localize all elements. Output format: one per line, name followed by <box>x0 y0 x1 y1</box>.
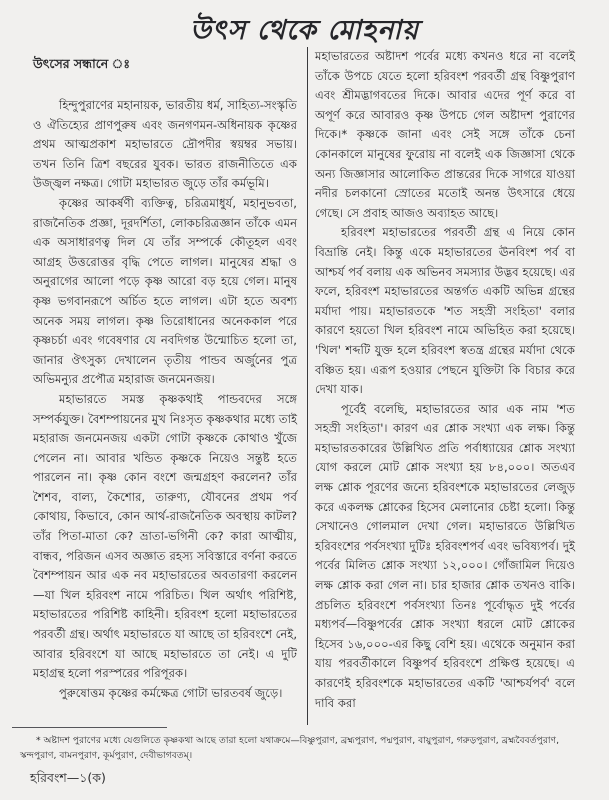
paragraph: কৃষ্ণের আকর্ষণী ব্যক্তিত্ব, চরিত্রমাধুর্য, মহানুভবতা, রাজনৈতিক প্রজ্ঞা, দূরদর্শিতা, লোকচরিত্রজ্ঞান তাঁকে এমন এক অসাধারণত্ব দিল যে তাঁর সম্পর্কে কৌতূহল এবং আগ্রহ উত্তরোত্তর বৃদ্ধি পেতে লাগল। মানুষের শ্রদ্ধা ও অনুরাগের আলো পড়ে কৃষ্ণ আরো বড় হয়ে গেল। মানুষ কৃষ্ণ ভগবানরূপে অর্চিত হতে লাগল। এটা হতে অবশ্য অনেক সময় লাগল। কৃষ্ণ তিরোধানের অনেককাল পরে কৃষ্ণচর্চা এবং গবেষণার যে নবদিগন্ত উন্মোচিত হলো তা, জানার ঔৎসুক্য দেখালেন তৃতীয় পান্ডব অর্জুনের পুত্র অভিমন্যুর প্রপৌত্র মহারাজ জনমেনজয়। <box>33 195 297 387</box>
right-column <box>315 47 575 713</box>
footnote: * অষ্টাদশ পুরাণের মধ্যে যেগুলিতে কৃষ্ণকথা আছে তারা হলো যথাক্রমে—বিষ্ণুপুরাণ, ব্রহ্মপুরাণ, পদ্মপুরাণ, বায়ুপুরাণ, গরুড়পুরাণ, ব্রহ্মবৈবর্তপুরাণ, স্কন্দপুরাণ, বামনপুরাণ, কূর্মপুরাণ, দেবীভাগবতম্। <box>20 735 560 761</box>
page-title: উৎস থেকে মোহনায় <box>189 15 420 46</box>
section-heading-wrap <box>33 56 130 100</box>
section-heading: উৎসের সন্ধানে ঃ <box>33 56 131 71</box>
paragraph: পূর্বেই বলেছি, মহাভারতের আর এক নাম 'শত সহস্রী সংহিতা'। কারণ এর শ্লোক সংখ্যা এক লক্ষ। কিন্তু মহাভারতকারের উল্লিখিত প্রতি পর্বাধ্যায়ের শ্লোক সংখ্যা যোগ করলে মোট শ্লোক সংখ্যা হয় ৮৪,০০০। অতএব লক্ষ শ্লোক পূরণের জন্যে হরিবংশকে মহাভারতের লেজুড় করে একলক্ষ শ্লোকের হিসেব মেলানোর চেষ্টা হলো। কিন্তু সেখানেও গোলমাল দেখা গেল। মহাভারতে উল্লিখিত হরিবংশের পর্বসংখ্যা দুটিঃ হরিবংশপর্ব এবং ভবিষ্যপর্ব। দুই পর্বের মিলিত শ্লোক সংখ্যা ১২,০০০। গোঁজামিল দিয়েও লক্ষ শ্লোক করা গেল না। চার হাজার শ্লোক তখনও বাকি। প্রচলিত হরিবংশে পর্বসংখ্যা তিনঃ পূর্বোদ্ধৃত দুই পর্বের মধ্যপর্ব—বিষ্ণুপর্বের শ্লোক সংখ্যা ধরলে মোট শ্লোকের হিসেব ১৬,০০০-এর কিছু বেশি হয়। এথেকে অনুমান করা যায় পরবর্তীকালে বিষ্ণুপর্ব হরিবংশে প্রক্ষিপ্ত হয়েছে। এ কারণেই হরিবংশকে মহাভারতের একটি 'আশ্চর্যপর্ব' বলে দাবি করা <box>315 401 575 710</box>
paragraph: পুরুষোত্তম কৃষ্ণের কর্মক্ষেত্র গোটা ভারতবর্ষ জুড়ে। <box>59 685 283 700</box>
page-footer-signature: হরিবংশ—১(ক) <box>30 770 106 785</box>
paragraph: মহাভারতে সমস্ত কৃষ্ণকথাই পান্ডবদের সঙ্গে সম্পর্কযুক্ত। বৈশম্পায়নের মুখ নিঃসৃত কৃষ্ণকথার মধ্যে তাই মহারাজ জনমেনজয় একটা গোটা কৃষ্ণকে কোথাও খুঁজে পেলেন না। আবার খন্ডিত কৃষ্ণকে নিয়েও সন্তুষ্ট হতে পারলেন না। কৃষ্ণ কোন বংশে জন্মগ্রহণ করলেন? তাঁর শৈশব, বাল্য, কৈশোর, তারুণ্য, যৌবনের প্রথম পর্ব কোথায়, কিভাবে, কোন আর্থ-রাজনৈতিক অবস্থায় কাটল? তাঁর পিতা-মাতা কে? ভ্রাতা-ভগিনী কে? কারা আত্মীয়, বান্ধব, পরিজন এসব অজ্ঞাত রহস্য সবিস্তারে বর্ণনা করতে বৈশম্পায়ন আর এক নব মহাভারতের অবতারণা করলেন —যা খিল হরিবংশ নামে পরিচিত। খিল অর্থাৎ পরিশিষ্ট, মহাভারতের পরিশিষ্ট কাহিনী। হরিবংশ হলো মহাভারতের পরবর্তী গ্রন্থ। অর্থাৎ মহাভারতে যা আছে তা হরিবংশে নেই, আবার হরিবংশে যা আছে মহাভারতে তা নেই। এ দুটি মহাগ্রন্থ হলো পরস্পরের পরিপূরক। <box>33 391 298 681</box>
left-column <box>33 96 297 703</box>
footnote-rule <box>12 727 167 728</box>
paragraph: হরিবংশ মহাভারতের পরবর্তী গ্রন্থ এ নিয়ে কোন বিভ্রান্তি নেই। কিন্তু একে মহাভারতের ঊনবিংশ পর্ব বা আশ্চর্য পর্ব বলায় এক অভিনব সমস্যার উদ্ভব হয়েছে। এর ফলে, হরিবংশ মহাভারতের অন্তর্গত একটি অভিন্ন গ্রন্থের মর্যাদা পায়। মহাভারতকে 'শত সহস্রী সংহিতা' বলার কারণে হয়তো খিল হরিবংশ নামে অভিহিত করা হয়েছে। 'খিল' শব্দটি যুক্ত হলে হরিবংশ স্বতন্ত্র গ্রন্থের মর্যাদা থেকে বঞ্চিত হয়। এরূপ হওয়ার পেছনে যুক্তিটা কি বিচার করে দেখা যাক। <box>315 225 575 397</box>
paragraph: মহাভারতের অষ্টাদশ পর্বের মধ্যে কখনও ধরে না বলেই তাঁকে উপচে যেতে হলো হরিবংশ পরবর্তী গ্রন্থ বিষ্ণুপুরাণ এবং শ্রীমদ্ভাগবতের দিকে। আবার এদের পূর্ণ করে বা অপূর্ণ করে আবারও কৃষ্ণ উপচে গেল অষ্টাদশ পুরাণের দিকে।* কৃষ্ণকে জানা এবং সেই সঙ্গে তাঁকে চেনা কোনকালে মানুষের ফুরোয় না বলেই এক জিজ্ঞাসা থেকে অন্য জিজ্ঞাসার আলোকিত প্রান্তরের দিকে সাগরে যাওয়া নদীর চলকানো স্রোতের মতোই অনন্ত উৎসারে ধেয়ে গেছে। সে প্রবাহ আজও অব্যাহত আছে। <box>315 49 575 220</box>
column-divider <box>307 47 308 725</box>
paragraph: হিন্দুপুরাণের মহানায়ক, ভারতীয় ধর্ম, সাহিত্য-সংস্কৃতি ও ঐতিহ্যের প্রাণপুরুষ এবং জনগণমন-অধিনায়ক কৃষ্ণের প্রথম আত্মপ্রকাশ মহাভারতে দ্রৌপদীর স্বয়ম্বর সভায়। তখন তিনি ত্রিশ বছরের যুবক। ভারত রাজনীতিতে এক উজ্জ্বল নক্ষত্র। গোটা মহাভারত জুড়ে তাঁর কর্মভূমি। <box>33 98 297 191</box>
